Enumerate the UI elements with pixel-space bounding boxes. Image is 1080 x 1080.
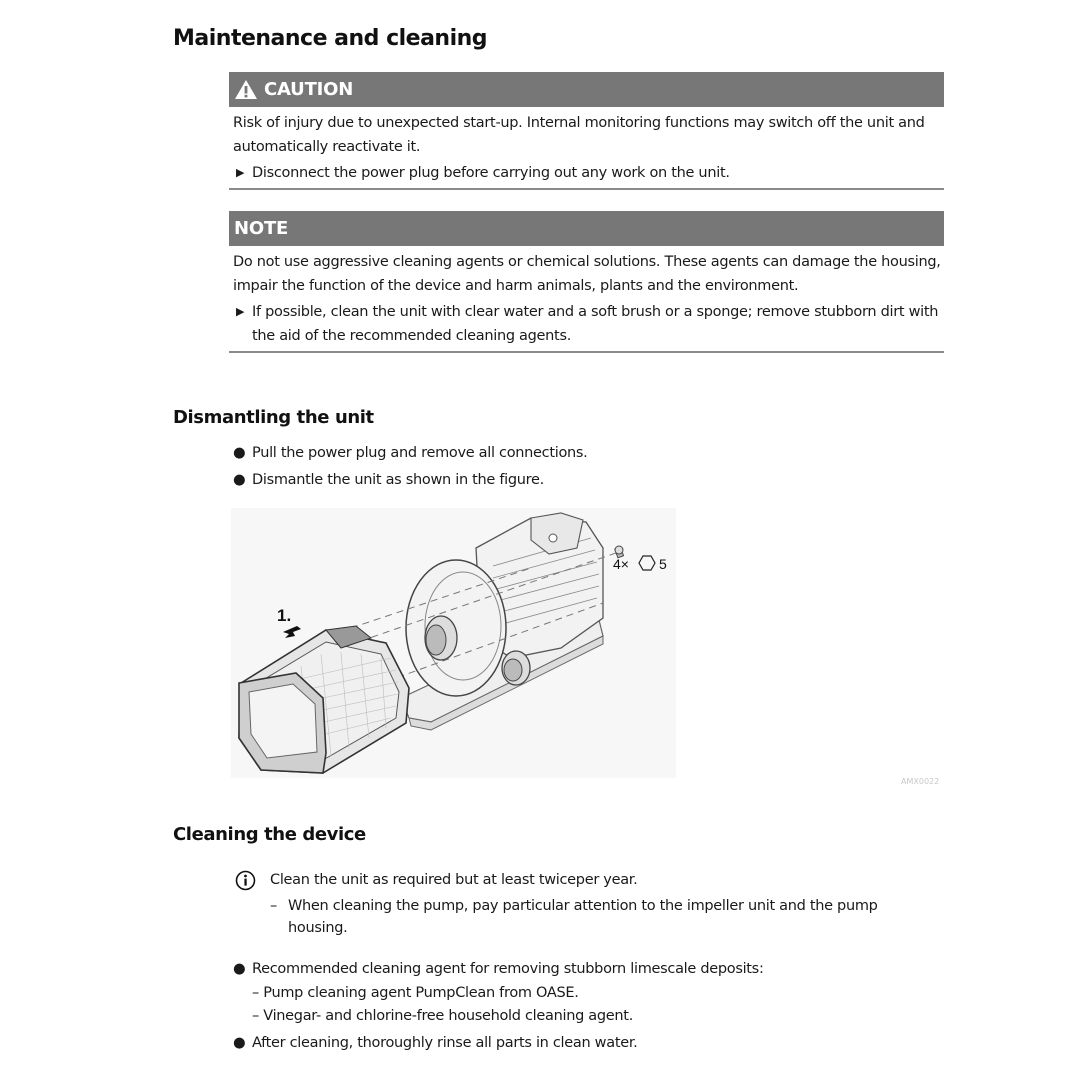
note-text: Do not use aggressive cleaning agents or chemical solutions. These agents can damage the housing, impair the function of the device and harm animals, plants and the environment. <box>233 254 941 294</box>
list-item: ● After cleaning, thoroughly rinse all parts in clean water. <box>233 1032 637 1054</box>
bullet-dot-icon: ● <box>233 961 246 977</box>
screw-count: 4× <box>613 556 629 572</box>
bullet-dot-icon: ● <box>233 1035 246 1051</box>
dash-icon: – <box>270 898 277 914</box>
note-action <box>236 300 942 348</box>
list-item: ● Pull the power plug and remove all connections. <box>233 442 587 464</box>
list-item: ● Recommended cleaning agent for removing stubborn limescale deposits: <box>233 958 764 980</box>
dash-icon: – <box>252 985 264 1001</box>
bullet-dot-icon: ● <box>233 472 246 488</box>
note-rule <box>229 351 944 353</box>
note-header <box>229 211 944 246</box>
agent-item: – Pump cleaning agent PumpClean from OASE. <box>252 985 579 1001</box>
cleaning-heading: Cleaning the device <box>173 824 366 845</box>
info-text: Clean the unit as required but at least twiceper year. <box>270 872 638 888</box>
caution-action <box>236 161 942 185</box>
caution-text: Risk of injury due to unexpected start-up. Internal monitoring functions may switch off the unit and automatically reactivate it. <box>233 115 925 155</box>
caution-rule <box>229 188 944 190</box>
agent-item: – Vinegar- and chlorine-free household cleaning agent. <box>252 1008 634 1024</box>
list-item: ● Dismantle the unit as shown in the figure. <box>233 469 544 491</box>
dash-icon: – <box>252 1008 264 1024</box>
info-subitem: – When cleaning the pump, pay particular attention to the impeller unit and the pump housing. <box>270 895 910 939</box>
bullet-dot-icon: ● <box>233 445 246 461</box>
pump-housing <box>406 560 506 696</box>
dismantling-figure <box>231 508 676 778</box>
figure-code: AMX0022 <box>901 777 940 786</box>
arrow-bullet-icon: ▶ <box>236 166 245 179</box>
caution-label: CAUTION <box>264 79 354 100</box>
dismantling-heading: Dismantling the unit <box>173 407 374 428</box>
caution-action-text: Disconnect the power plug before carrying out any work on the unit. <box>252 165 730 181</box>
info-icon <box>235 870 256 891</box>
note-action-text: If possible, clean the unit with clear water and a soft brush or a sponge; remove stubborn dirt with the aid of the recommended cleaning agents. <box>252 304 939 344</box>
tool-size: 5 <box>659 556 667 572</box>
caution-header <box>229 72 944 107</box>
note-label: NOTE <box>234 218 289 239</box>
step-label: 1. <box>277 606 292 625</box>
arrow-bullet-icon: ▶ <box>236 305 245 318</box>
page-title: Maintenance and cleaning <box>173 26 488 51</box>
warning-triangle-icon <box>234 79 258 100</box>
